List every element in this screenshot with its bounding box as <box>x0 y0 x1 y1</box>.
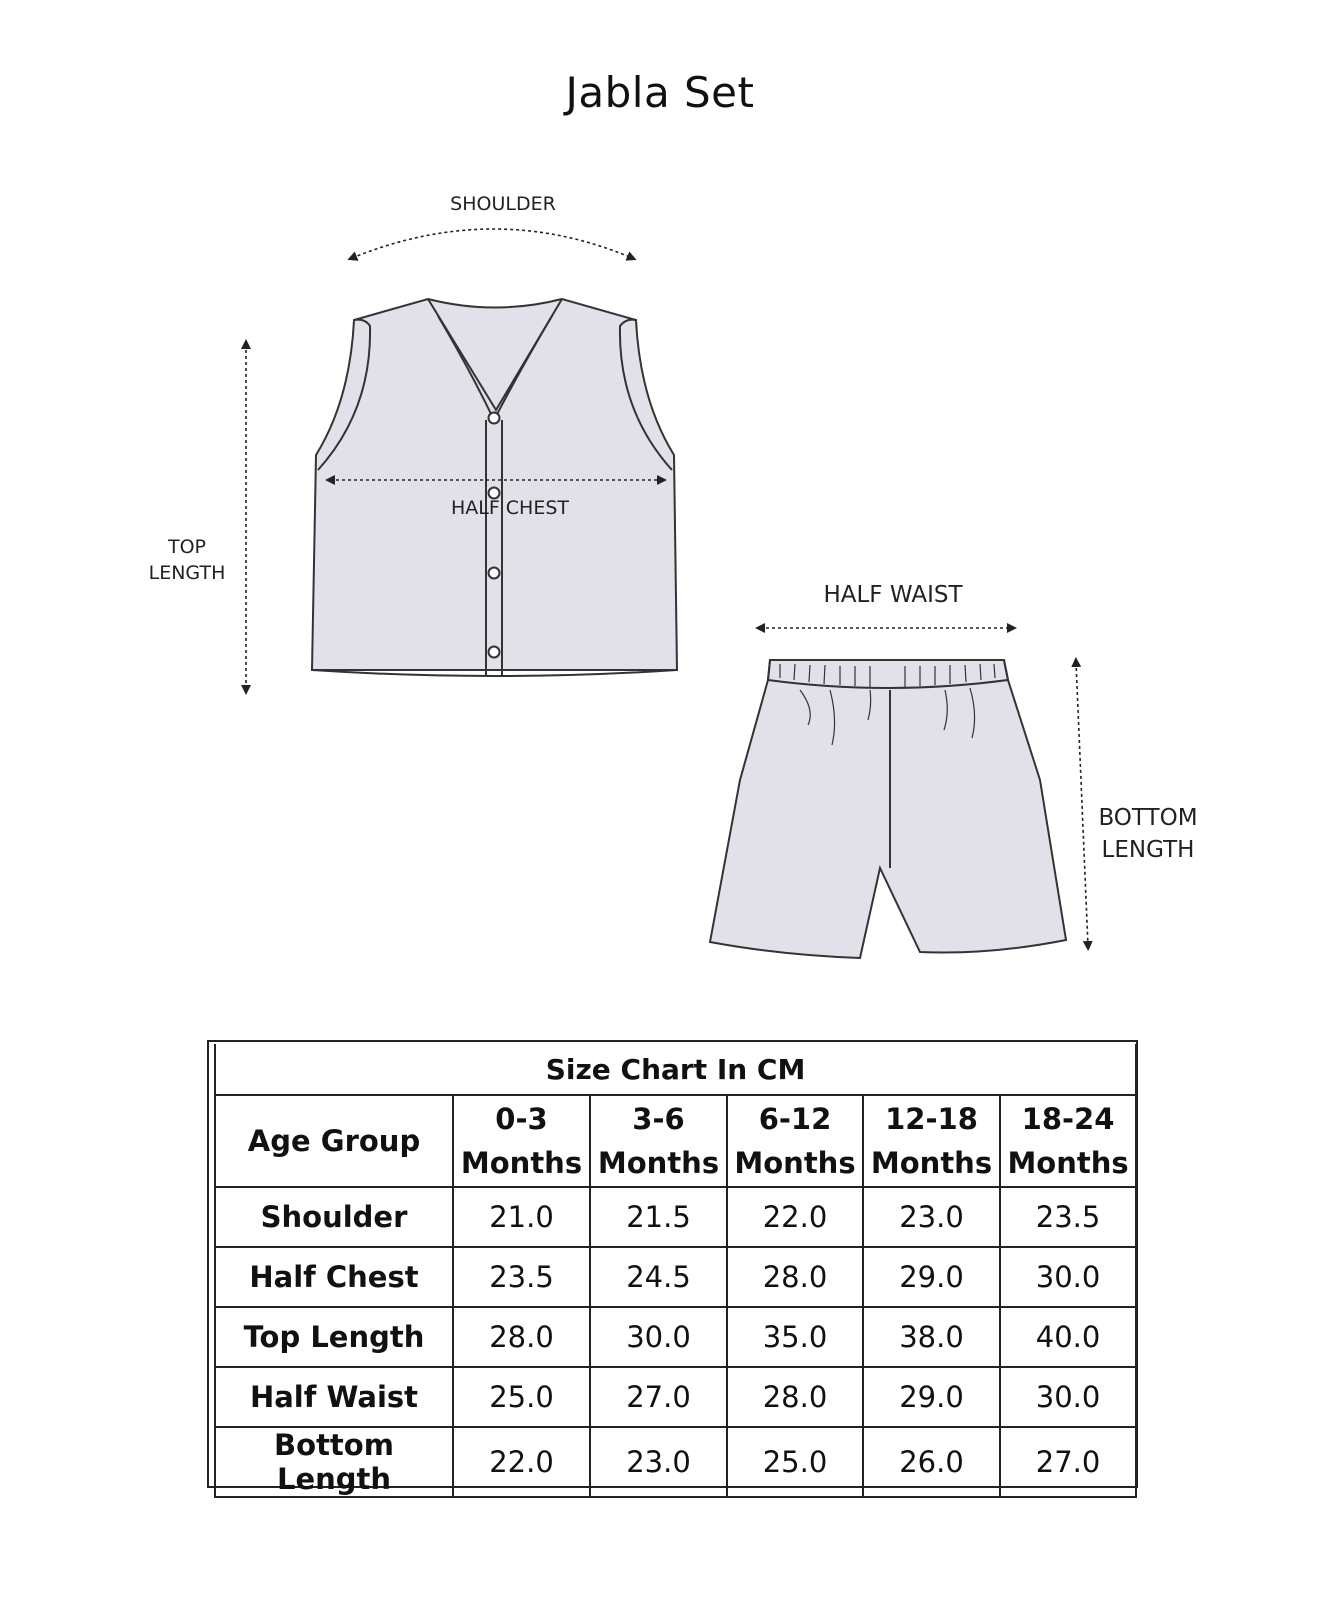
table-cell: 23.0 <box>590 1427 727 1497</box>
table-cell: 27.0 <box>590 1367 727 1427</box>
table-cell: 38.0 <box>863 1307 1000 1367</box>
shoulder-arrow <box>352 229 632 258</box>
column-header: 12-18 Months <box>863 1095 1000 1187</box>
table-cell: 30.0 <box>1000 1367 1136 1427</box>
row-label: Shoulder <box>215 1187 453 1247</box>
shoulder-label: SHOULDER <box>450 193 556 215</box>
size-chart-caption: Size Chart In CM <box>215 1044 1136 1095</box>
row-label: Half Waist <box>215 1367 453 1427</box>
half-waist-label: HALF WAIST <box>823 582 963 608</box>
size-chart-table <box>214 1044 1137 1498</box>
table-row <box>215 1427 1136 1497</box>
half-chest-label: HALF CHEST <box>450 497 570 519</box>
table-cell: 28.0 <box>727 1367 863 1427</box>
table-cell: 28.0 <box>727 1247 863 1307</box>
table-cell: 29.0 <box>863 1247 1000 1307</box>
table-cell: 30.0 <box>1000 1247 1136 1307</box>
column-header: 6-12 Months <box>727 1095 863 1187</box>
table-cell: 23.5 <box>453 1247 590 1307</box>
table-cell: 28.0 <box>453 1307 590 1367</box>
age-group-header: Age Group <box>215 1095 453 1187</box>
table-cell: 40.0 <box>1000 1307 1136 1367</box>
table-cell: 26.0 <box>863 1427 1000 1497</box>
top-length-label-line2: LENGTH <box>148 562 226 584</box>
table-cell: 22.0 <box>453 1427 590 1497</box>
table-cell: 27.0 <box>1000 1427 1136 1497</box>
table-cell: 21.5 <box>590 1187 727 1247</box>
table-cell: 23.0 <box>863 1187 1000 1247</box>
table-cell: 25.0 <box>453 1367 590 1427</box>
shorts-drawing <box>710 660 1066 958</box>
top-length-label-line1: TOP <box>167 536 207 558</box>
table-row <box>215 1247 1136 1307</box>
page-title: Jabla Set <box>565 68 755 117</box>
column-header: 18-24 Months <box>1000 1095 1136 1187</box>
row-label: Bottom Length <box>215 1427 453 1497</box>
table-row <box>215 1187 1136 1247</box>
row-label: Top Length <box>215 1307 453 1367</box>
table-cell: 21.0 <box>453 1187 590 1247</box>
size-chart <box>207 1040 1138 1496</box>
table-cell: 24.5 <box>590 1247 727 1307</box>
bottom-length-arrow <box>1076 662 1088 946</box>
table-cell: 35.0 <box>727 1307 863 1367</box>
table-row <box>215 1307 1136 1367</box>
jabla-top-drawing <box>312 299 677 676</box>
table-cell: 30.0 <box>590 1307 727 1367</box>
table-cell: 29.0 <box>863 1367 1000 1427</box>
column-header: 0-3 Months <box>453 1095 590 1187</box>
table-cell: 25.0 <box>727 1427 863 1497</box>
table-cell: 23.5 <box>1000 1187 1136 1247</box>
bottom-length-label-line1: BOTTOM <box>1098 805 1198 831</box>
row-label: Half Chest <box>215 1247 453 1307</box>
column-header: 3-6 Months <box>590 1095 727 1187</box>
table-row <box>215 1367 1136 1427</box>
bottom-length-label-line2: LENGTH <box>1101 837 1195 863</box>
table-cell: 22.0 <box>727 1187 863 1247</box>
